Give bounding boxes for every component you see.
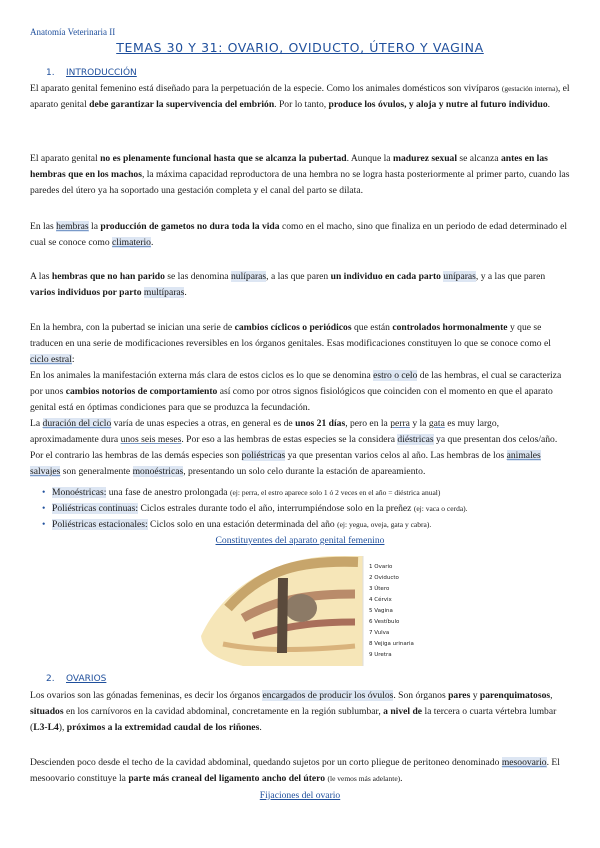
figure-label: 8 Vejiga urinaria — [369, 641, 414, 647]
cycle-type-list — [42, 485, 572, 533]
page-header: Anatomía Veterinaria II — [30, 27, 116, 37]
paragraph-intro-2: El aparato genital no es plenamente funcional hasta que se alcanza la pubertad. Aunque la madurez sexual se alcanza antes en las hembras que en los machos, la máxima capacidad reproductora de una hembra no se logra hasta posteriormente al primer parto, cuando las paredes del útero ya ha soportado una gestación completa y el canal del parto se dilata. — [30, 153, 570, 196]
figure-label: 4 Cérvix — [369, 597, 392, 603]
section-number: 1. — [46, 68, 55, 78]
figure-label: 5 Vagina — [369, 608, 393, 614]
section-label: OVARIOS — [66, 674, 107, 684]
paragraph-intro-1: El aparato genital femenino está diseñado para la perpetuación de la especie. Como los animales domésticos son vivíparos (gestación interna), el aparato genital debe garantizar la supervivencia del embrión. Por lo tanto, produce los óvulos, y aloja y nutre al futuro individuo. — [30, 83, 570, 110]
figure-caption: Constituyentes del aparato genital femenino — [215, 535, 385, 546]
list-item: • Poliéstricas continuas: Ciclos estrales durante todo el año, interrumpiéndose solo en la preñez (ej: vaca o cerda). — [42, 501, 572, 517]
list-item: • Monoéstricas: una fase de anestro prolongada (ej: perra, el estro aparece solo 1 ó 2 veces en el año = diéstrica anual) — [42, 485, 572, 501]
paragraph-ovarios-1: Los ovarios son las gónadas femeninas, es decir los órganos encargados de producir los óvulos. Son órganos pares y parenquimatosos, situados en los carnívoros en la cavidad abdominal, concretamente en la región sublumbar, a nivel de la tercera o cuarta vértebra lumbar (L3-L4), próximos a la extremidad caudal de los riñones. — [30, 690, 557, 733]
reproductive-tract-figure — [183, 548, 429, 672]
section-heading-introduccion — [46, 68, 137, 78]
figure-label: 6 Vestíbulo — [369, 619, 400, 625]
paragraph-ovarios-2: Descienden poco desde el techo de la cavidad abdominal, quedando sujetos por un corto pliegue de peritoneo denominado mesoovario. El mesoovario constituye la parte más craneal del ligamento ancho del útero (le vemos más adelante). — [30, 757, 560, 784]
paragraph-intro-4: A las hembras que no han parido se las denomina nulíparas, a las que paren un individuo en cada parto uníparas, y a las que paren varios individuos por parto multíparas. — [30, 271, 546, 298]
figure-label: 1 Ovario — [369, 564, 393, 570]
bullet-icon: • — [42, 519, 46, 530]
paragraph-intro-3: En las hembras la producción de gametos no dura toda la vida como en el macho, sino que finaliza en un periodo de edad determinado el cual se conoce como climaterio. — [30, 221, 568, 248]
figure-label: 2 Oviducto — [369, 575, 399, 581]
figure-label: 3 Útero — [369, 586, 390, 592]
figure-caption-fijaciones: Fijaciones del ovario — [259, 790, 341, 801]
paragraph-intro-5: En la hembra, con la pubertad se inician una serie de cambios cíclicos o periódicos que están controlados hormonalmente y que se traducen en una serie de modificaciones reversibles en los órganos genitales. Esas modificaciones constituyen lo que se conoce como el ciclo estral: En los animales la manifestación externa más clara de estos ciclos es lo que se denomina estro o celo de las hembras, el cual se caracteriza por unos cambios notorios de comportamiento así como por otros signos fisiológicos que coinciden con el momento en que el aparato genital está en óptimas condiciones para que se produzca la fecundación. La duración del ciclo varía de unas especies a otras, en general es de unos 21 días, pero en la perra y la gata es muy largo, aproximadamente dura unos seis meses. Por eso a las hembras de estas especies se la considera diéstricas ya que presentan dos celos/año. Por el contrario las hembras de las demás especies son poliéstricas ya que presentan varios celos al año. Las hembras de los animales salvajes son generalmente monoéstricas, presentando un solo celo durante la estación de apareamiento. — [30, 322, 562, 477]
page-title: TEMAS 30 Y 31: OVARIO, OVIDUCTO, ÚTERO Y VAGINA — [116, 40, 484, 55]
section-label: INTRODUCCIÓN — [66, 68, 137, 78]
figure-label: 7 Vulva — [369, 630, 390, 636]
list-item: • Poliéstricas estacionales: Ciclos solo en una estación determinada del año (ej: yegua, oveja, gata y cabra). — [42, 517, 572, 533]
figure-label: 9 Uretra — [369, 652, 392, 658]
bullet-icon: • — [42, 503, 46, 514]
section-heading-ovarios — [46, 674, 106, 684]
bullet-icon: • — [42, 487, 46, 498]
section-number: 2. — [46, 674, 55, 684]
